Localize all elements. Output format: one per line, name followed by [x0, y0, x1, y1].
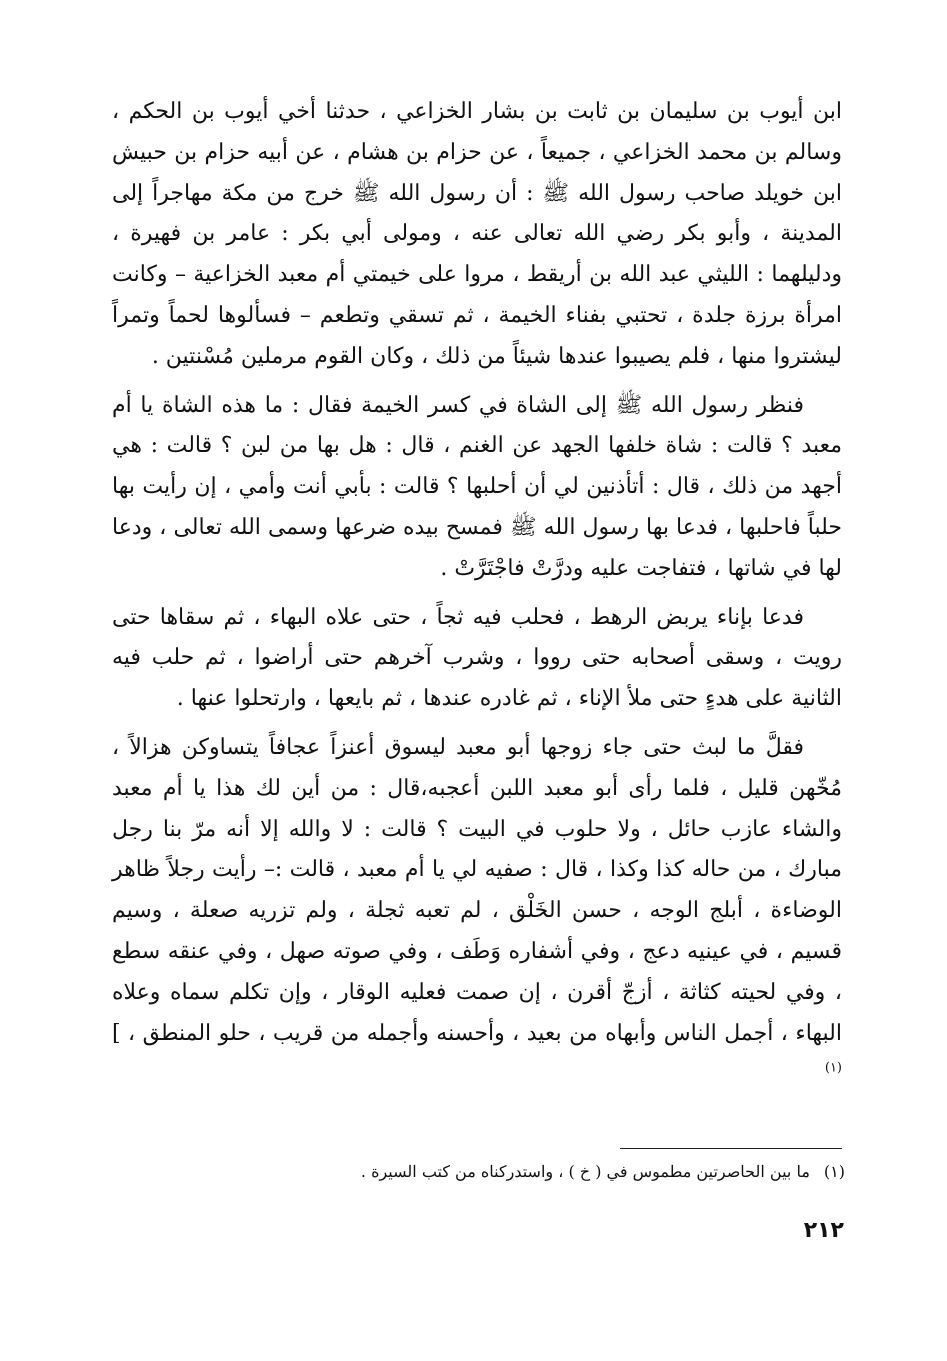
footnote-text: ما بين الحاصرتين مطموس في ( خ ) ، واستدركناه من كتب السيرة .: [360, 1162, 810, 1181]
paragraph-4: [112, 728, 842, 1095]
footnote: [300, 1160, 845, 1184]
main-text-block: [112, 92, 842, 1095]
footnote-marker: (١): [823, 1162, 845, 1181]
paragraph-4-text: فقلَّ ما لبث حتى جاء زوجها أبو معبد ليسوق أعنزاً عجافاً يتساوكن هزالاً ، مُخّهن قليل ، فلما رأى أبو معبد اللبن أعجبه،قال : من أين لك هذا يا أم معبد والشاء عازب حائل ، ولا حلوب في البيت ؟ قالت : لا والله إلا أنه مرّ بنا رجل مبارك ، من حاله كذا وكذا ، قال : صفيه لي يا أم معبد ، قالت :– رأيت رجلاً ظاهر الوضاءة ، أبلج الوجه ، حسن الخَلْق ، لم تعبه ثجلة ، ولم تزريه صعلة ، وسيم قسيم ، في عينيه دعج ، وفي أشفاره وَطَف ، وفي صوته صهل ، وفي عنقه سطع ، وفي لحيته كثاثة ، أزجّ أقرن ، إن صمت فعليه الوقار ، وإن تكلم سماه وعلاه البهاء ، أجمل الناس وأبهاه من بعيد ، وأحسنه وأجمله من قريب ، حلو المنطق ، ]: [112, 734, 842, 1046]
paragraph-2: فنظر رسول الله ﷺ إلى الشاة في كسر الخيمة فقال : ما هذه الشاة يا أم معبد ؟ قالت : شاة خلفها الجهد عن الغنم ، قال : هل بها من لبن ؟ قالت : هي أجهد من ذلك ، قال : أتأذنين لي أن أحلبها ؟ قالت : بأبي أنت وأمي ، إن رأيت بها حلباً فاحلبها ، فدعا بها رسول الله ﷺ فمسح بيده ضرعها وسمى الله تعالى ، ودعا لها في شاتها ، فتفاجت عليه ودرَّتْ فاجْتَرَّتْ .: [112, 392, 842, 581]
page-number: ٢١٢: [803, 1218, 844, 1243]
paragraph-3: فدعا بإناء يربض الرهط ، فحلب فيه ثجاً ، حتى علاه البهاء ، ثم سقاها حتى رويت ، وسقى أصحابه حتى رووا ، وشرب آخرهم حتى أراضوا ، ثم حلب فيه الثانية على هدءٍ حتى ملأ الإناء ، ثم غادره عندها ، ثم بايعها ، وارتحلوا عنها .: [112, 604, 842, 712]
footnote-reference: (١): [824, 1061, 842, 1076]
paragraph-1: ابن أيوب بن سليمان بن ثابت بن بشار الخزاعي ، حدثنا أخي أيوب بن الحكم ، وسالم بن محمد الخزاعي ، جميعاً ، عن حزام بن هشام ، عن أبيه حزام بن حبيش ابن خويلد صاحب رسول الله ﷺ : أن رسول الله ﷺ خرج من مكة مهاجراً إلى المدينة ، وأبو بكر رضي الله تعالى عنه ، ومولى أبي بكر : عامر بن فهيرة ، ودليلهما : الليثي عبد الله بن أريقط ، مروا على خيمتي أم معبد الخزاعية – وكانت امرأة برزة جلدة ، تحتبي بفناء الخيمة ، ثم تسقي وتطعم – فسألوها لحماً وتمراً ليشتروا منها ، فلم يصيبوا عندها شيئاً من ذلك ، وكان القوم مرملين مُسْنتين .: [112, 99, 843, 369]
footnote-divider: [620, 1148, 842, 1149]
